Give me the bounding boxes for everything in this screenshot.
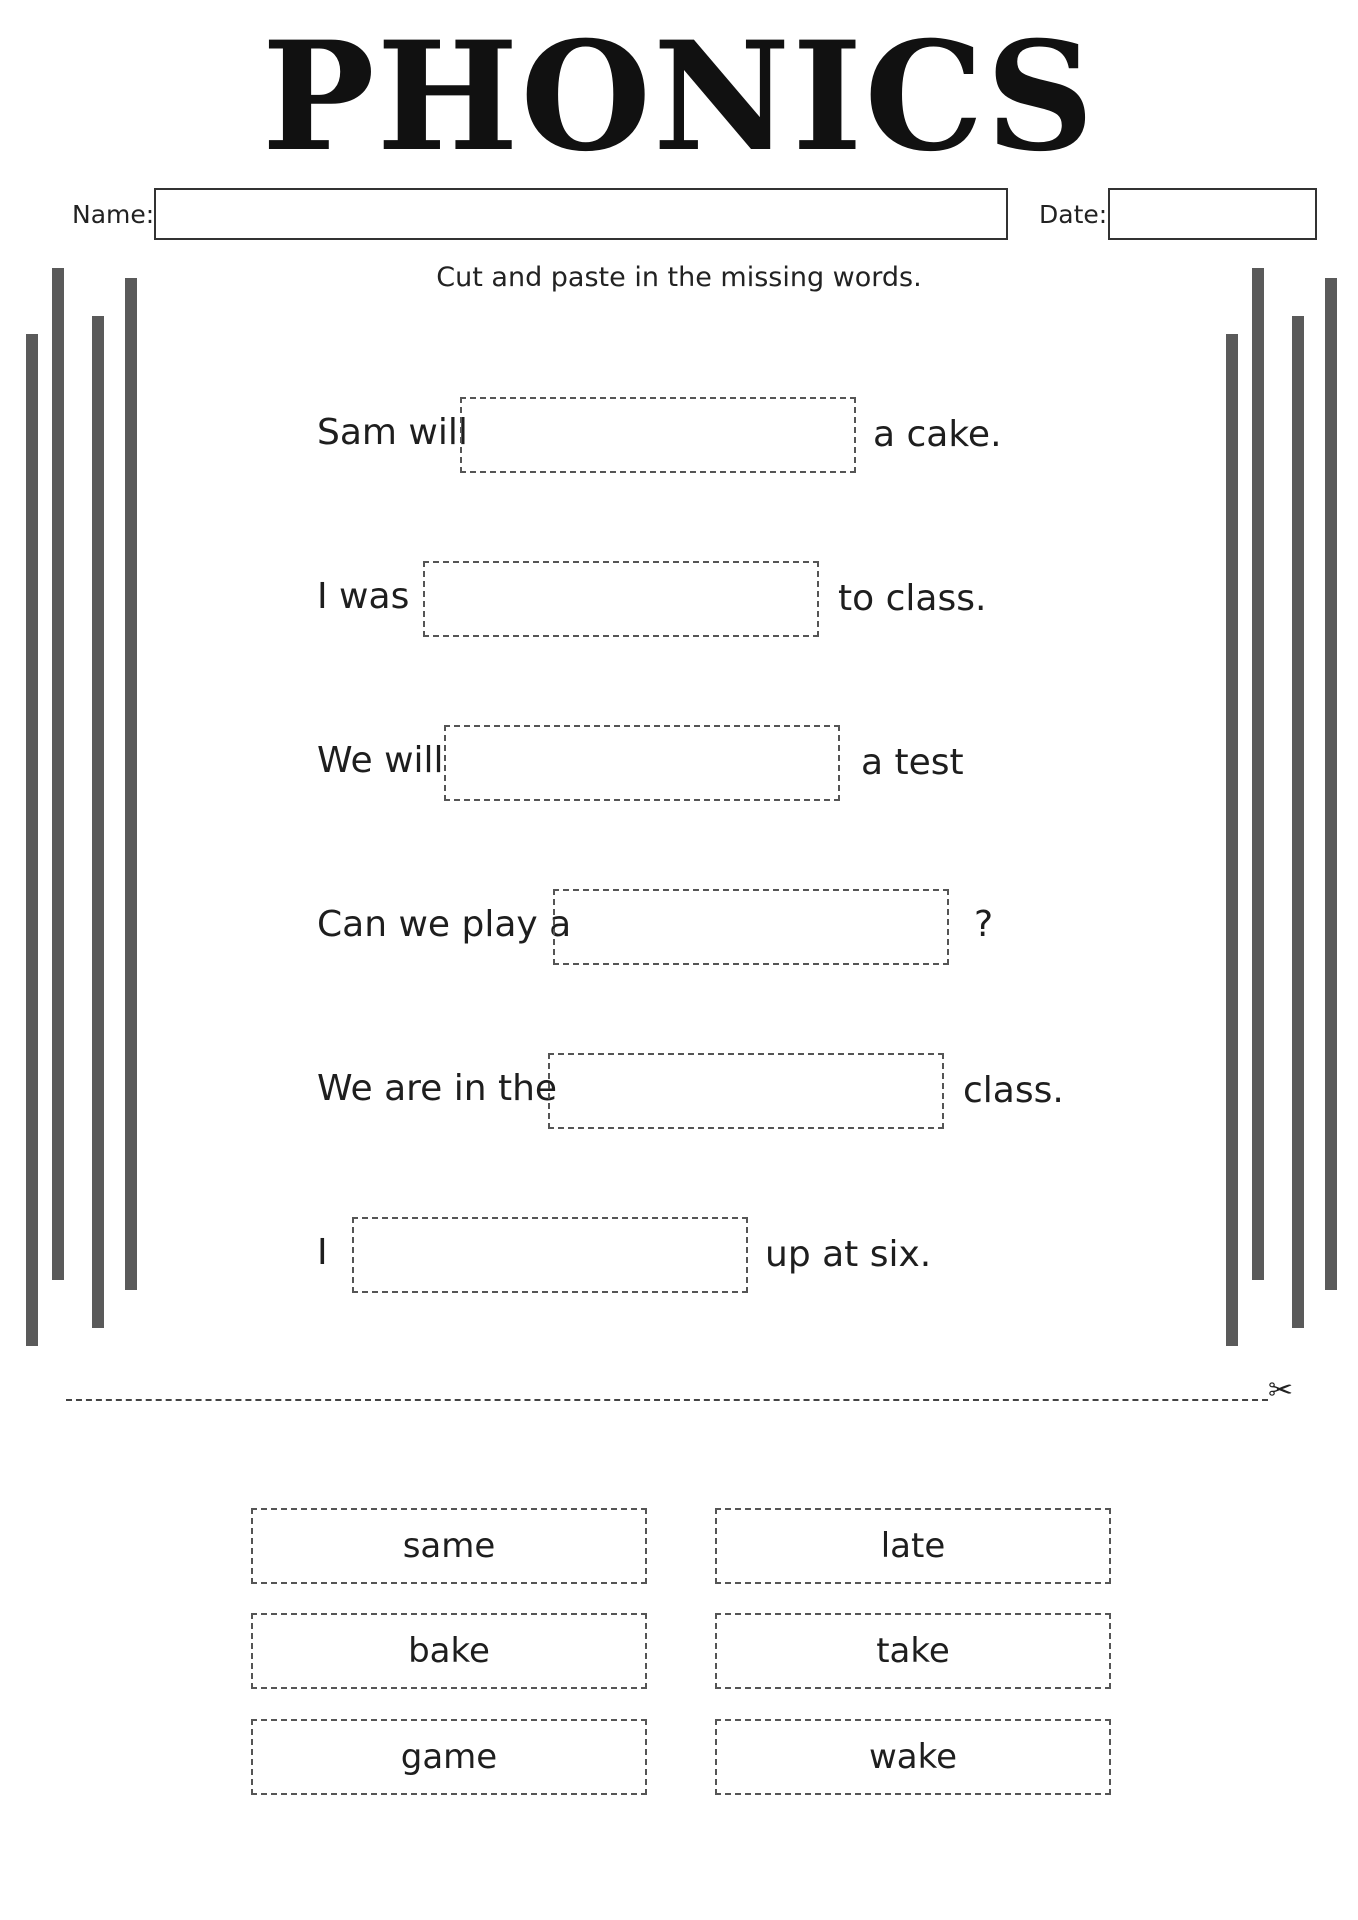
sentence-4-after: ? (974, 904, 994, 945)
date-field[interactable] (1108, 188, 1317, 240)
decor-bar-left-1 (26, 334, 38, 1346)
word-card-same[interactable]: same (251, 1508, 647, 1584)
sentence-6-before: I (317, 1232, 328, 1273)
sentence-6-after: up at six. (765, 1234, 932, 1275)
scissors-icon: ✂ (1268, 1373, 1294, 1408)
date-label: Date: (1039, 200, 1108, 229)
sentence-5-blank[interactable] (548, 1053, 944, 1129)
sentence-6-blank[interactable] (352, 1217, 748, 1293)
decor-bar-right-4 (1325, 278, 1337, 1290)
sentence-5-after: class. (963, 1070, 1064, 1111)
sentence-3-after: a test (861, 742, 964, 783)
sentence-4-before: Can we play a (317, 904, 572, 945)
name-label: Name: (72, 200, 155, 229)
sentence-4-blank[interactable] (553, 889, 949, 965)
instructions-text: Cut and paste in the missing words. (436, 262, 922, 293)
sentence-3-blank[interactable] (444, 725, 840, 801)
cut-line (66, 1399, 1268, 1401)
word-card-game[interactable]: game (251, 1719, 647, 1795)
name-field[interactable] (154, 188, 1008, 240)
decor-bar-left-2 (52, 268, 64, 1280)
decor-bar-right-2 (1252, 268, 1264, 1280)
decor-bar-left-3 (92, 316, 104, 1328)
sentence-1-before: Sam will (317, 412, 468, 453)
decor-bar-right-3 (1292, 316, 1304, 1328)
sentence-5-before: We are in the (317, 1068, 558, 1109)
word-card-bake[interactable]: bake (251, 1613, 647, 1689)
page-title: PHONICS (261, 9, 1097, 185)
sentence-3-before: We will (317, 740, 444, 781)
sentence-2-before: I was (317, 576, 410, 617)
decor-bar-right-1 (1226, 334, 1238, 1346)
sentence-2-blank[interactable] (423, 561, 819, 637)
word-card-take[interactable]: take (715, 1613, 1111, 1689)
sentence-1-blank[interactable] (460, 397, 856, 473)
word-card-wake[interactable]: wake (715, 1719, 1111, 1795)
sentence-2-after: to class. (838, 578, 987, 619)
decor-bar-left-4 (125, 278, 137, 1290)
sentence-1-after: a cake. (873, 414, 1002, 455)
word-card-late[interactable]: late (715, 1508, 1111, 1584)
